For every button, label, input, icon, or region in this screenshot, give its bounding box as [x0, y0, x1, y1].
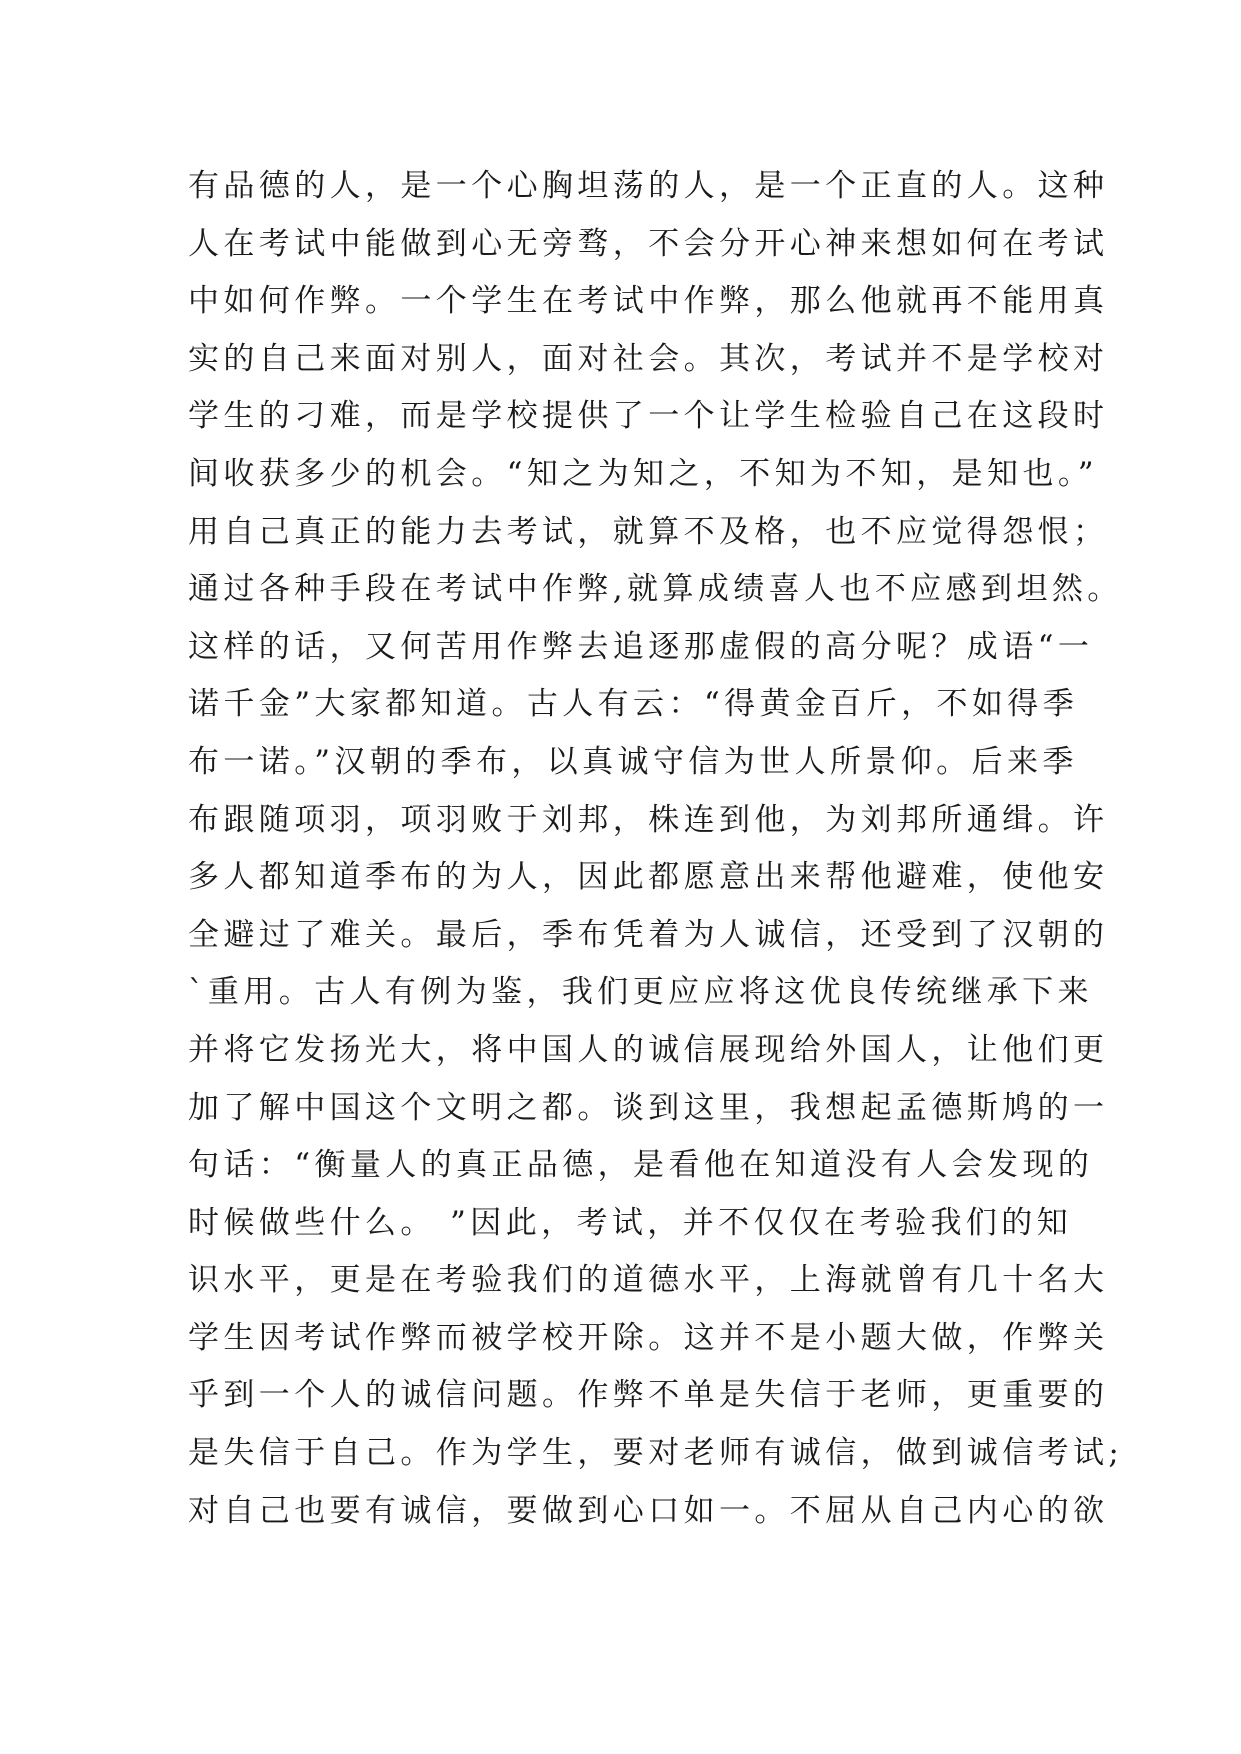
- text-line: 并将它发扬光大，将中国人的诚信展现给外国人，让他们更: [188, 1031, 1109, 1068]
- text-line: 全避过了难关。最后，季布凭着为人诚信，还受到了汉朝的: [188, 916, 1109, 953]
- text-line: 通过各种手段在考试中作弊,就算成绩喜人也不应感到坦然。: [188, 571, 1123, 608]
- text-line: 间收获多少的机会。“知之为知之，不知为不知，是知也。”: [188, 455, 1098, 492]
- text-line: 实的自己来面对别人，面对社会。其次，考试并不是学校对: [188, 340, 1109, 377]
- text-line: 乎到一个人的诚信问题。作弊不单是失信于老师，更重要的: [188, 1377, 1109, 1414]
- text-line: 时候做些什么。 ”因此，考试，并不仅仅在考验我们的知: [188, 1204, 1073, 1241]
- text-line: 是失信于自己。作为学生，要对老师有诚信，做到诚信考试;: [188, 1435, 1124, 1472]
- text-line: 布跟随项羽，项羽败于刘邦，株连到他，为刘邦所通缉。许: [188, 801, 1109, 838]
- text-line: 有品德的人，是一个心胸坦荡的人，是一个正直的人。这种: [188, 168, 1109, 204]
- text-line: 中如何作弊。一个学生在考试中作弊，那么他就再不能用真: [188, 283, 1109, 320]
- text-line: 人在考试中能做到心无旁骛，不会分开心神来想如何在考试: [188, 225, 1109, 262]
- text-line: 加了解中国这个文明之都。谈到这里，我想起孟德斯鸠的一: [188, 1089, 1109, 1126]
- text-line: 多人都知道季布的为人，因此都愿意出来帮他避难，使他安: [188, 859, 1109, 896]
- text-line: `重用。古人有例为鉴，我们更应应将这优良传统继承下来: [188, 974, 1093, 1011]
- text-line: 学生的刁难，而是学校提供了一个让学生检验自己在这段时: [188, 398, 1109, 435]
- text-line: 这样的话，又何苦用作弊去追逐那虚假的高分呢？成语“一: [188, 628, 1094, 665]
- text-line: 用自己真正的能力去考试，就算不及格，也不应觉得怨恨；: [188, 513, 1109, 550]
- text-line: 布一诺。”汉朝的季布，以真诚守信为世人所景仰。后来季: [188, 743, 1078, 780]
- text-line: 诺千金”大家都知道。古人有云：“得黄金百斤，不如得季: [188, 686, 1079, 723]
- text-line: 学生因考试作弊而被学校开除。这并不是小题大做，作弊关: [188, 1319, 1109, 1356]
- body-text: [188, 158, 1124, 1540]
- text-line: 识水平，更是在考验我们的道德水平，上海就曾有几十名大: [188, 1262, 1109, 1299]
- text-line: 句话：“衡量人的真正品德，是看他在知道没有人会发现的: [188, 1147, 1094, 1184]
- text-line: 对自己也要有诚信，要做到心口如一。不屈从自己内心的欲: [188, 1492, 1109, 1529]
